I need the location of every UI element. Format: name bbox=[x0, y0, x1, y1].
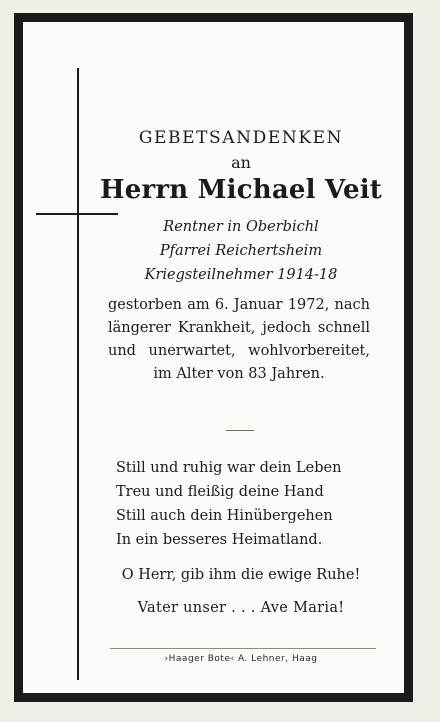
detail-parish: Pfarrei Reichertsheim bbox=[159, 243, 323, 259]
poem-line: Still auch dein Hinübergehen bbox=[116, 508, 333, 524]
poem-line: Still und ruhig war dein Leben bbox=[116, 460, 342, 476]
deceased-name: Herrn Michael Veit bbox=[100, 175, 382, 205]
detail-occupation: Rentner in Oberbichl bbox=[163, 219, 319, 235]
separator-dash bbox=[226, 430, 254, 431]
prayer-ewige-ruhe: O Herr, gib ihm die ewige Ruhe! bbox=[121, 567, 361, 583]
card-heading: GEBETSANDENKEN bbox=[138, 128, 344, 148]
deceased-details bbox=[98, 215, 384, 287]
detail-veteran: Kriegsteilnehmer 1914-18 bbox=[144, 267, 338, 283]
printer-imprint: ›Haager Bote‹ A. Lehner, Haag bbox=[164, 654, 318, 664]
biography-text: gestorben am 6. Januar 1972, nach längerer Krankheit, jedoch schnell und unerwartet, wohlvorbereitet, im Alter von 83 Jahren. bbox=[108, 297, 370, 382]
poem-line: In ein besseres Heimatland. bbox=[116, 532, 323, 548]
card-an: an bbox=[231, 153, 251, 172]
footer-rule bbox=[110, 648, 376, 649]
poem-line: Treu und fleißig deine Hand bbox=[116, 484, 324, 500]
prayer-vater-unser: Vater unser . . . Ave Maria! bbox=[137, 600, 345, 616]
cross-icon-vertical bbox=[77, 68, 79, 680]
poem bbox=[116, 456, 386, 552]
